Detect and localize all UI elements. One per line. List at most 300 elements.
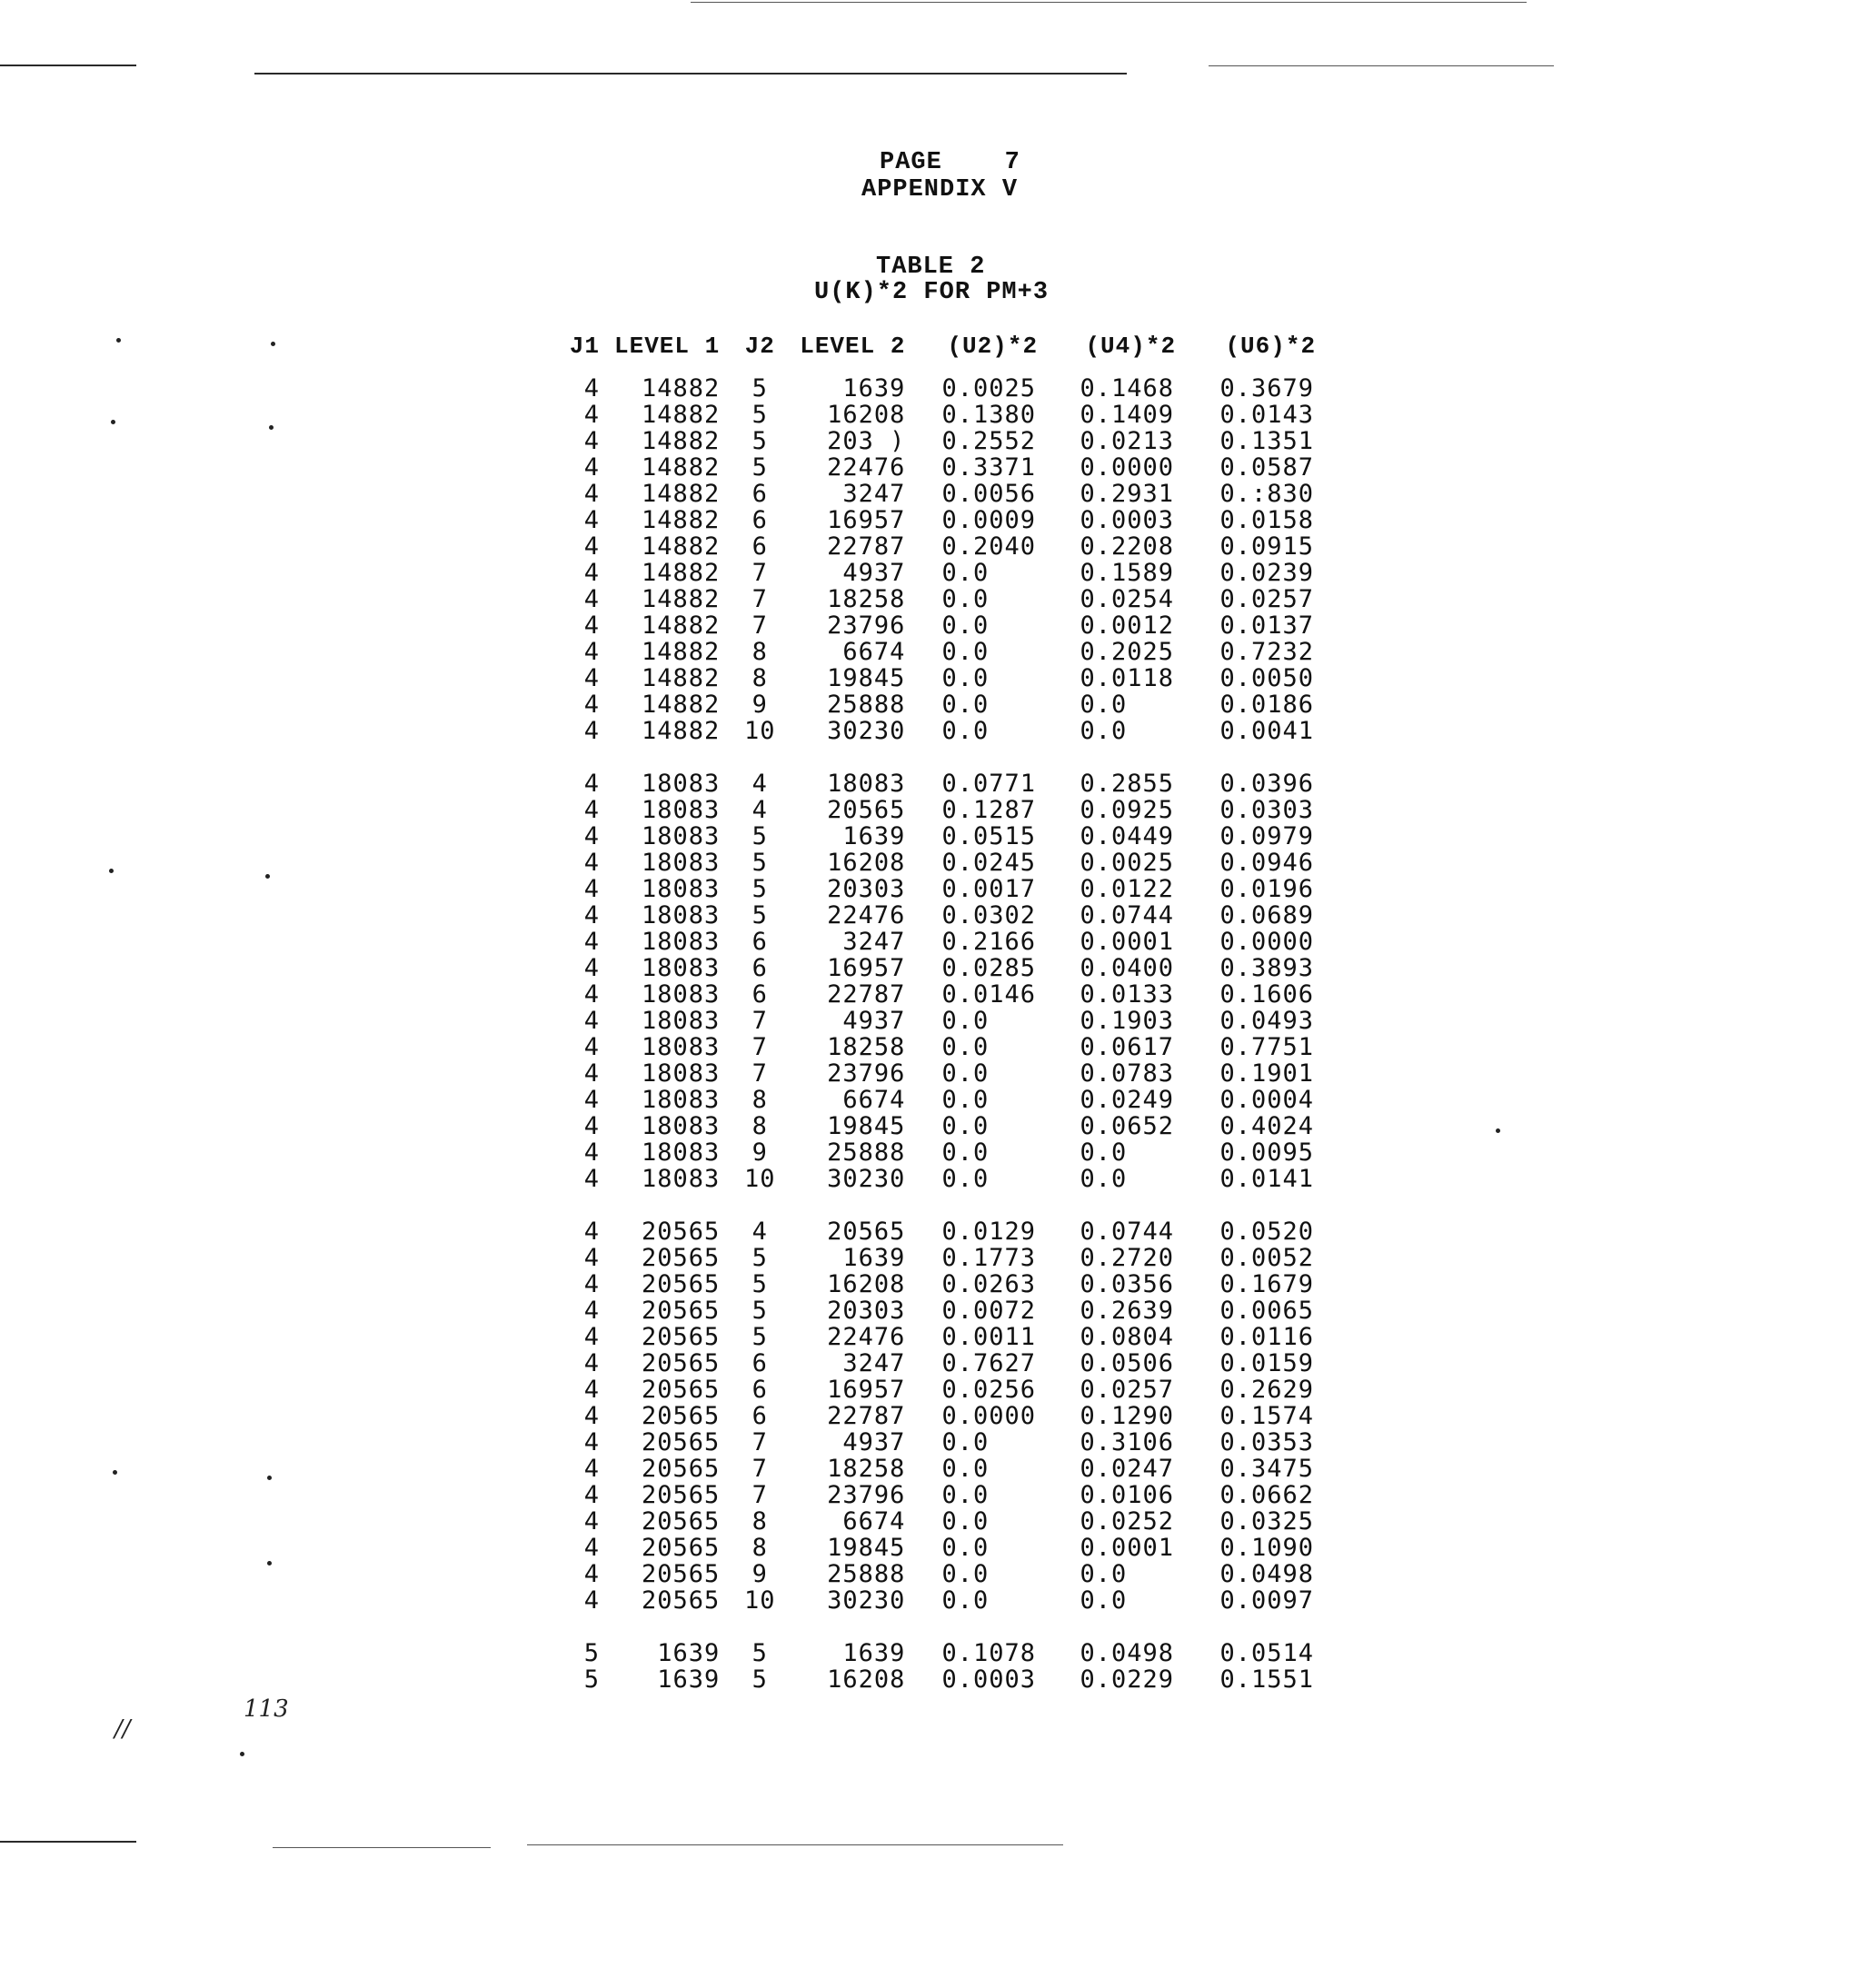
cell-u4: 0.0003 [1080, 506, 1174, 534]
table-row [563, 1456, 1339, 1482]
top-rule-edge [691, 2, 1527, 3]
cell-u4: 0.1903 [1080, 1007, 1174, 1035]
margin-note-page: 113 [244, 1695, 289, 1723]
cell-j2: 7 [751, 1428, 768, 1456]
cell-j1: 4 [583, 1534, 600, 1562]
cell-level-1: 14882 [641, 585, 721, 613]
cell-u2: 0.0 [941, 585, 990, 613]
cell-u6: 0.1351 [1219, 427, 1314, 455]
cell-j2: 6 [751, 928, 768, 956]
cell-u6: 0.0689 [1219, 901, 1314, 929]
bottom-rule-left [0, 1841, 136, 1843]
cell-j2: 10 [743, 717, 776, 745]
cell-j2: 6 [751, 954, 768, 982]
cell-level-1: 14882 [641, 427, 721, 455]
cell-level-2: 25888 [827, 691, 906, 719]
cell-j2: 8 [751, 1507, 768, 1536]
cell-u2: 0.0 [941, 638, 990, 666]
cell-u6: 0.0662 [1219, 1481, 1314, 1509]
cell-level-2: 16208 [827, 401, 906, 429]
cell-u4: 0.2720 [1080, 1244, 1174, 1272]
cell-level-1: 20565 [641, 1244, 721, 1272]
cell-level-1: 18083 [641, 875, 721, 903]
cell-u6: 0.0493 [1219, 1007, 1314, 1035]
cell-j2: 9 [751, 1138, 768, 1167]
cell-u6: 0.0137 [1219, 611, 1314, 640]
cell-u2: 0.0 [941, 1586, 990, 1615]
cell-u6: 0.0196 [1219, 875, 1314, 903]
cell-level-2: 6674 [842, 1086, 906, 1114]
cell-u2: 0.0 [941, 1059, 990, 1088]
cell-level-2: 19845 [827, 664, 906, 692]
cell-u4: 0.0025 [1080, 849, 1174, 877]
table-row [563, 428, 1339, 454]
cell-level-2: 4937 [842, 1007, 906, 1035]
cell-j2: 5 [751, 1323, 768, 1351]
cell-level-2: 16957 [827, 954, 906, 982]
cell-u6: 0.0141 [1219, 1165, 1314, 1193]
cell-u6: 0.0353 [1219, 1428, 1314, 1456]
cell-j2: 10 [743, 1165, 776, 1193]
cell-j1: 4 [583, 1270, 600, 1298]
cell-level-2: 3247 [842, 928, 906, 956]
cell-u2: 0.1287 [941, 796, 1036, 824]
cell-u6: 0.0946 [1219, 849, 1314, 877]
cell-j1: 4 [583, 796, 600, 824]
cell-level-1: 18083 [641, 1007, 721, 1035]
cell-level-2: 203 ) [827, 427, 906, 455]
header-u4: (U4)*2 [1085, 333, 1177, 360]
speck [265, 874, 270, 879]
table-row [563, 533, 1339, 560]
cell-level-2: 19845 [827, 1112, 906, 1140]
cell-u4: 0.0 [1080, 1586, 1128, 1615]
cell-u2: 0.2552 [941, 427, 1036, 455]
cell-u4: 0.0229 [1080, 1665, 1174, 1694]
cell-level-2: 22787 [827, 980, 906, 1009]
cell-u6: 0.0000 [1219, 928, 1314, 956]
cell-j2: 9 [751, 691, 768, 719]
cell-level-2: 16208 [827, 849, 906, 877]
cell-j2: 4 [751, 770, 768, 798]
cell-u2: 0.0263 [941, 1270, 1036, 1298]
cell-u4: 0.0252 [1080, 1507, 1174, 1536]
table-body [563, 375, 1339, 1693]
cell-j2: 8 [751, 1112, 768, 1140]
cell-j1: 4 [583, 1138, 600, 1167]
cell-u4: 0.0400 [1080, 954, 1174, 982]
cell-level-2: 16208 [827, 1270, 906, 1298]
cell-u2: 0.2040 [941, 532, 1036, 561]
cell-level-1: 20565 [641, 1586, 721, 1615]
cell-level-1: 14882 [641, 532, 721, 561]
cell-j2: 7 [751, 559, 768, 587]
table-row [563, 1113, 1339, 1139]
cell-u4: 0.0804 [1080, 1323, 1174, 1351]
cell-j2: 7 [751, 1033, 768, 1061]
cell-level-1: 18083 [641, 901, 721, 929]
table-row [563, 981, 1339, 1008]
cell-u6: 0.1679 [1219, 1270, 1314, 1298]
cell-level-2: 18258 [827, 585, 906, 613]
cell-j2: 6 [751, 1349, 768, 1377]
cell-level-1: 20565 [641, 1218, 721, 1246]
cell-level-1: 1639 [657, 1639, 721, 1667]
cell-u4: 0.0133 [1080, 980, 1174, 1009]
cell-j1: 4 [583, 1218, 600, 1246]
cell-u4: 0.0000 [1080, 453, 1174, 482]
cell-level-1: 14882 [641, 453, 721, 482]
cell-u4: 0.0 [1080, 1560, 1128, 1588]
cell-j1: 4 [583, 1560, 600, 1588]
cell-level-1: 18083 [641, 770, 721, 798]
cell-level-1: 20565 [641, 1270, 721, 1298]
header-level-1: LEVEL 1 [614, 333, 721, 360]
cell-u6: 0.3475 [1219, 1455, 1314, 1483]
cell-u4: 0.2025 [1080, 638, 1174, 666]
cell-j1: 4 [583, 480, 600, 508]
header-u6: (U6)*2 [1225, 333, 1317, 360]
cell-u2: 0.0515 [941, 822, 1036, 850]
cell-level-2: 25888 [827, 1560, 906, 1588]
cell-u4: 0.0 [1080, 1138, 1128, 1167]
cell-u6: 0.0303 [1219, 796, 1314, 824]
cell-level-1: 18083 [641, 1033, 721, 1061]
cell-u2: 0.0003 [941, 1665, 1036, 1694]
cell-j2: 5 [751, 875, 768, 903]
cell-u4: 0.0506 [1080, 1349, 1174, 1377]
cell-level-2: 20303 [827, 875, 906, 903]
cell-level-2: 20565 [827, 796, 906, 824]
cell-u6: 0.0257 [1219, 585, 1314, 613]
cell-level-2: 23796 [827, 1481, 906, 1509]
speck [116, 338, 121, 343]
header-level-2: LEVEL 2 [800, 333, 906, 360]
cell-j2: 6 [751, 480, 768, 508]
cell-level-1: 20565 [641, 1507, 721, 1536]
cell-u2: 0.0009 [941, 506, 1036, 534]
cell-j1: 4 [583, 1586, 600, 1615]
table-row [563, 1034, 1339, 1060]
cell-j1: 4 [583, 401, 600, 429]
cell-u4: 0.0498 [1080, 1639, 1174, 1667]
cell-u2: 0.0146 [941, 980, 1036, 1009]
cell-j2: 7 [751, 1481, 768, 1509]
cell-u6: 0.3893 [1219, 954, 1314, 982]
cell-u6: 0.1090 [1219, 1534, 1314, 1562]
cell-j1: 4 [583, 1007, 600, 1035]
cell-j1: 4 [583, 849, 600, 877]
cell-u4: 0.3106 [1080, 1428, 1174, 1456]
cell-level-2: 18083 [827, 770, 906, 798]
cell-u4: 0.1290 [1080, 1402, 1174, 1430]
table-row [563, 1508, 1339, 1535]
cell-level-1: 20565 [641, 1481, 721, 1509]
cell-u6: 0.0004 [1219, 1086, 1314, 1114]
cell-level-1: 14882 [641, 638, 721, 666]
cell-level-1: 14882 [641, 691, 721, 719]
cell-u2: 0.0072 [941, 1297, 1036, 1325]
table-row [563, 1297, 1339, 1324]
table-row [563, 1614, 1339, 1666]
cell-level-1: 20565 [641, 1455, 721, 1483]
cell-j2: 7 [751, 1455, 768, 1483]
table-row [563, 402, 1339, 428]
cell-level-2: 1639 [842, 1639, 906, 1667]
cell-level-1: 20565 [641, 1376, 721, 1404]
cell-u6: 0.0239 [1219, 559, 1314, 587]
cell-j1: 4 [583, 1244, 600, 1272]
cell-j2: 5 [751, 901, 768, 929]
cell-level-2: 4937 [842, 1428, 906, 1456]
cell-u6: 0.1574 [1219, 1402, 1314, 1430]
cell-u4: 0.0449 [1080, 822, 1174, 850]
table-row [563, 1271, 1339, 1297]
table-row [563, 1060, 1339, 1087]
cell-level-2: 6674 [842, 1507, 906, 1536]
cell-u4: 0.0257 [1080, 1376, 1174, 1404]
cell-j2: 8 [751, 664, 768, 692]
cell-u2: 0.0 [941, 1455, 990, 1483]
cell-level-2: 4937 [842, 559, 906, 587]
cell-j1: 4 [583, 717, 600, 745]
cell-j1: 4 [583, 559, 600, 587]
cell-j1: 4 [583, 928, 600, 956]
cell-u6: 0.0050 [1219, 664, 1314, 692]
speck [267, 1476, 272, 1480]
cell-u4: 0.0 [1080, 717, 1128, 745]
table-row [563, 1377, 1339, 1403]
cell-u6: 0.0979 [1219, 822, 1314, 850]
cell-u4: 0.0 [1080, 1165, 1128, 1193]
table-title: TABLE 2 [876, 253, 986, 281]
cell-level-2: 20565 [827, 1218, 906, 1246]
cell-level-1: 20565 [641, 1323, 721, 1351]
cell-j1: 4 [583, 427, 600, 455]
cell-u6: 0.7232 [1219, 638, 1314, 666]
cell-u4: 0.1589 [1080, 559, 1174, 587]
cell-u4: 0.0012 [1080, 611, 1174, 640]
cell-u2: 0.1380 [941, 401, 1036, 429]
cell-u2: 0.0 [941, 1534, 990, 1562]
cell-level-2: 18258 [827, 1455, 906, 1483]
cell-j2: 8 [751, 1086, 768, 1114]
cell-u4: 0.0247 [1080, 1455, 1174, 1483]
cell-u2: 0.0 [941, 1560, 990, 1588]
table-row [563, 375, 1339, 402]
cell-u4: 0.0254 [1080, 585, 1174, 613]
cell-j1: 4 [583, 585, 600, 613]
table-row [563, 1324, 1339, 1350]
table-row [563, 1245, 1339, 1271]
cell-j2: 8 [751, 1534, 768, 1562]
header-j2: J2 [744, 333, 775, 360]
cell-level-1: 18083 [641, 980, 721, 1009]
cell-u2: 0.0256 [941, 1376, 1036, 1404]
cell-level-2: 16957 [827, 506, 906, 534]
cell-u2: 0.0 [941, 1428, 990, 1456]
cell-u6: 0.0159 [1219, 1349, 1314, 1377]
cell-u6: 0.0498 [1219, 1560, 1314, 1588]
cell-u2: 0.0 [941, 1165, 990, 1193]
cell-u2: 0.0 [941, 1481, 990, 1509]
cell-level-2: 30230 [827, 1586, 906, 1615]
cell-j1: 4 [583, 1033, 600, 1061]
table-row [563, 929, 1339, 955]
top-rule-left [0, 65, 136, 66]
cell-level-2: 1639 [842, 1244, 906, 1272]
table-row [563, 1192, 1339, 1245]
table-row [563, 691, 1339, 718]
cell-level-2: 30230 [827, 717, 906, 745]
cell-j2: 5 [751, 374, 768, 403]
cell-u2: 0.3371 [941, 453, 1036, 482]
cell-j1: 4 [583, 506, 600, 534]
cell-u2: 0.0056 [941, 480, 1036, 508]
cell-u6: 0.0095 [1219, 1138, 1314, 1167]
cell-j1: 4 [583, 1349, 600, 1377]
cell-u2: 0.0025 [941, 374, 1036, 403]
cell-level-1: 18083 [641, 849, 721, 877]
cell-level-2: 1639 [842, 822, 906, 850]
cell-level-1: 18083 [641, 928, 721, 956]
cell-level-2: 3247 [842, 1349, 906, 1377]
cell-u6: 0.0396 [1219, 770, 1314, 798]
cell-u6: 0.0041 [1219, 717, 1314, 745]
cell-u2: 0.0 [941, 1086, 990, 1114]
table-row [563, 1482, 1339, 1508]
speck [109, 869, 114, 873]
cell-level-2: 23796 [827, 611, 906, 640]
cell-level-1: 18083 [641, 1086, 721, 1114]
cell-level-1: 20565 [641, 1534, 721, 1562]
cell-u4: 0.2639 [1080, 1297, 1174, 1325]
cell-j1: 4 [583, 611, 600, 640]
cell-j2: 5 [751, 401, 768, 429]
cell-u6: 0.0587 [1219, 453, 1314, 482]
cell-level-1: 20565 [641, 1560, 721, 1588]
cell-j2: 9 [751, 1560, 768, 1588]
cell-level-1: 14882 [641, 664, 721, 692]
cell-level-1: 14882 [641, 611, 721, 640]
cell-level-2: 22476 [827, 901, 906, 929]
cell-u6: 0.0915 [1219, 532, 1314, 561]
cell-u6: 0.2629 [1219, 1376, 1314, 1404]
cell-u2: 0.0 [941, 691, 990, 719]
cell-j2: 5 [751, 453, 768, 482]
cell-u4: 0.0001 [1080, 928, 1174, 956]
cell-u6: 0.0116 [1219, 1323, 1314, 1351]
cell-j2: 6 [751, 1376, 768, 1404]
cell-level-2: 22476 [827, 453, 906, 482]
cell-j2: 6 [751, 980, 768, 1009]
table-row [563, 586, 1339, 612]
cell-j2: 7 [751, 611, 768, 640]
cell-u4: 0.2208 [1080, 532, 1174, 561]
table-row [563, 454, 1339, 481]
cell-j1: 4 [583, 1297, 600, 1325]
table-row [563, 1403, 1339, 1429]
cell-j2: 5 [751, 1270, 768, 1298]
cell-j2: 7 [751, 1007, 768, 1035]
cell-u6: 0.4024 [1219, 1112, 1314, 1140]
cell-level-2: 19845 [827, 1534, 906, 1562]
cell-u2: 0.0 [941, 1033, 990, 1061]
cell-j2: 5 [751, 1297, 768, 1325]
cell-j1: 4 [583, 1086, 600, 1114]
top-rule-right [1209, 65, 1554, 66]
table-row [563, 639, 1339, 665]
cell-u4: 0.0652 [1080, 1112, 1174, 1140]
cell-u2: 0.0 [941, 559, 990, 587]
cell-level-1: 18083 [641, 822, 721, 850]
cell-j2: 5 [751, 1244, 768, 1272]
cell-j1: 4 [583, 374, 600, 403]
cell-level-1: 18083 [641, 954, 721, 982]
cell-level-1: 18083 [641, 1059, 721, 1088]
cell-j2: 4 [751, 796, 768, 824]
cell-j1: 4 [583, 1165, 600, 1193]
cell-j2: 5 [751, 1665, 768, 1694]
table-row [563, 1429, 1339, 1456]
cell-u4: 0.0925 [1080, 796, 1174, 824]
cell-u2: 0.2166 [941, 928, 1036, 956]
cell-u6: 0.0186 [1219, 691, 1314, 719]
table-header-row [563, 328, 1339, 375]
cell-u2: 0.0 [941, 1112, 990, 1140]
table-row [563, 560, 1339, 586]
header-j1: J1 [569, 333, 600, 360]
header-u2: (U2)*2 [947, 333, 1039, 360]
speck [111, 420, 115, 424]
appendix-label: APPENDIX V [861, 176, 1019, 204]
cell-level-2: 30230 [827, 1165, 906, 1193]
cell-j1: 4 [583, 1455, 600, 1483]
cell-u6: 0.0097 [1219, 1586, 1314, 1615]
cell-j1: 4 [583, 1323, 600, 1351]
cell-u2: 0.0000 [941, 1402, 1036, 1430]
cell-u4: 0.2855 [1080, 770, 1174, 798]
cell-j2: 5 [751, 822, 768, 850]
cell-level-2: 25888 [827, 1138, 906, 1167]
cell-j1: 4 [583, 954, 600, 982]
cell-j2: 5 [751, 849, 768, 877]
table-row [563, 797, 1339, 823]
cell-u4: 0.0118 [1080, 664, 1174, 692]
cell-j2: 4 [751, 1218, 768, 1246]
cell-level-1: 1639 [657, 1665, 721, 1694]
table-row [563, 507, 1339, 533]
table-row [563, 612, 1339, 639]
cell-j1: 4 [583, 1428, 600, 1456]
cell-j2: 8 [751, 638, 768, 666]
cell-u4: 0.0213 [1080, 427, 1174, 455]
table-subtitle: U(K)*2 FOR PM+3 [814, 279, 1050, 306]
cell-level-1: 14882 [641, 559, 721, 587]
cell-u2: 0.0011 [941, 1323, 1036, 1351]
cell-u6: 0.0143 [1219, 401, 1314, 429]
cell-level-1: 20565 [641, 1428, 721, 1456]
table-row [563, 1561, 1339, 1587]
cell-u4: 0.0783 [1080, 1059, 1174, 1088]
cell-j2: 5 [751, 1639, 768, 1667]
cell-u4: 0.1468 [1080, 374, 1174, 403]
table-row [563, 955, 1339, 981]
cell-u2: 0.0 [941, 1507, 990, 1536]
cell-u6: 0.0325 [1219, 1507, 1314, 1536]
cell-j1: 5 [583, 1639, 600, 1667]
cell-level-2: 22787 [827, 1402, 906, 1430]
